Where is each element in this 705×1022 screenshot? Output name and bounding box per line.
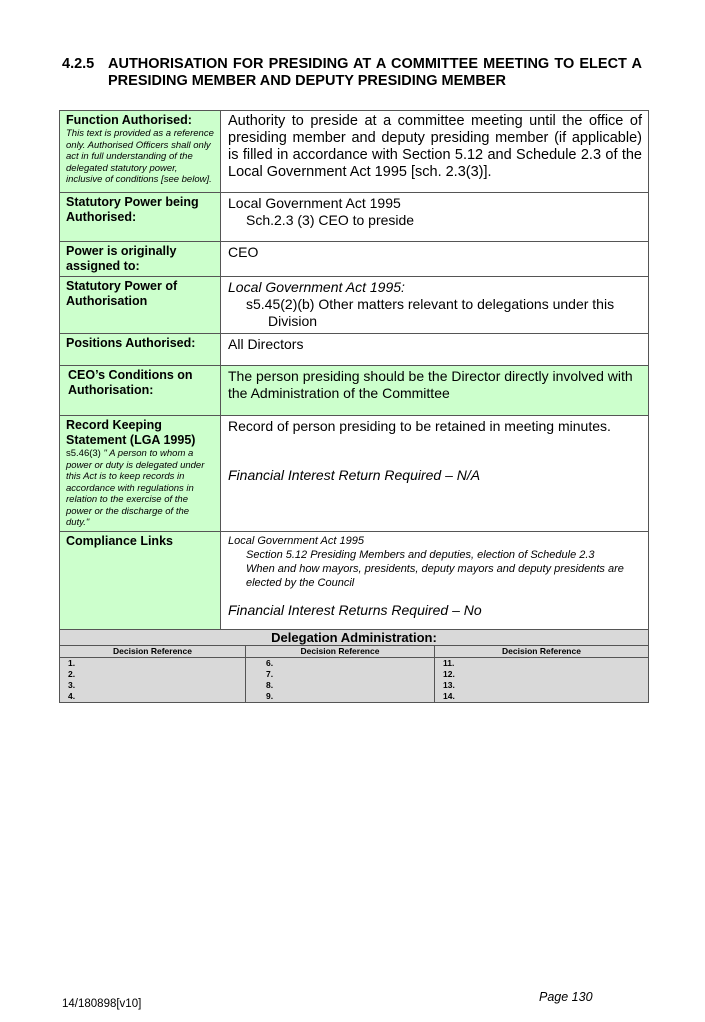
decision-ref-header-3: Decision Reference bbox=[435, 646, 649, 658]
decision-ref-header-2: Decision Reference bbox=[246, 646, 435, 658]
row-delegation-admin bbox=[60, 629, 649, 645]
conditions-value: The person presiding should be the Director directly involved with the Administration of the Committee bbox=[221, 366, 649, 416]
decision-ref-col-1 bbox=[60, 658, 246, 703]
decision-ref-item: 6. bbox=[266, 658, 274, 668]
decision-ref-item: 11. bbox=[443, 658, 455, 668]
power-of-authorisation-value bbox=[221, 277, 649, 334]
decision-ref-item: 4. bbox=[68, 691, 76, 701]
decision-ref-item: 7. bbox=[266, 669, 274, 679]
row-conditions bbox=[60, 366, 649, 416]
compliance-section: Section 5.12 Presiding Members and deputies, election of Schedule 2.3 bbox=[246, 548, 595, 561]
label-cell bbox=[60, 111, 221, 193]
decision-ref-col-3 bbox=[435, 658, 649, 703]
decision-reference-table bbox=[59, 645, 649, 703]
row-function-authorised bbox=[60, 111, 649, 193]
row-compliance bbox=[60, 531, 649, 629]
row-decision-headers bbox=[60, 646, 649, 658]
record-keeping-ref: s5.46(3) bbox=[66, 448, 101, 459]
statutory-power-label: Statutory Power being Authorised: bbox=[60, 193, 221, 242]
power-of-authorisation-label: Statutory Power of Authorisation bbox=[60, 277, 221, 334]
delegation-table bbox=[59, 110, 649, 646]
compliance-act: Local Government Act 1995 bbox=[228, 534, 364, 547]
assigned-value: CEO bbox=[221, 242, 649, 277]
conditions-label: CEO’s Conditions on Authorisation: bbox=[60, 366, 221, 416]
row-power-of-authorisation bbox=[60, 277, 649, 334]
row-positions bbox=[60, 334, 649, 366]
row-assigned bbox=[60, 242, 649, 277]
document-reference: 14/180898[v10] bbox=[62, 998, 142, 1010]
positions-label: Positions Authorised: bbox=[60, 334, 221, 366]
function-authorised-label: Function Authorised: bbox=[66, 113, 192, 127]
delegation-admin-title: Delegation Administration: bbox=[60, 629, 649, 645]
compliance-description: When and how mayors, presidents, deputy mayors and deputy presidents are elected by the Council bbox=[246, 562, 624, 589]
record-keeping-cell bbox=[60, 416, 221, 532]
decision-ref-item: 13. bbox=[443, 680, 455, 690]
decision-ref-item: 2. bbox=[68, 669, 76, 679]
positions-value: All Directors bbox=[221, 334, 649, 366]
record-keeping-value-cell bbox=[221, 416, 649, 532]
power-of-authorisation-division: Division bbox=[268, 313, 318, 329]
record-keeping-note: " A person to whom a power or duty is delegated under this Act is to keep records in accordance with regulations in relation to the exercise of the power or the discharge of the duty." bbox=[66, 448, 205, 528]
assigned-label: Power is originally assigned to: bbox=[60, 242, 221, 277]
statutory-power-value bbox=[221, 193, 649, 242]
record-keeping-financial: Financial Interest Return Required – N/A bbox=[228, 467, 481, 483]
function-authorised-note: This text is provided as a reference only. Authorised Officers shall only act in full understanding of the delegated statutory power, inclusive of conditions [see below]. bbox=[66, 128, 214, 185]
decision-ref-item: 8. bbox=[266, 680, 274, 690]
power-of-authorisation-act: Local Government Act 1995: bbox=[228, 279, 405, 295]
decision-ref-item: 3. bbox=[68, 680, 76, 690]
section-title: AUTHORISATION FOR PRESIDING AT A COMMITTEE MEETING TO ELECT A PRESIDING MEMBER AND DEPUTY PRESIDING MEMBER bbox=[108, 56, 642, 89]
statutory-power-section: Sch.2.3 (3) CEO to preside bbox=[246, 212, 415, 228]
decision-ref-item: 14. bbox=[443, 691, 455, 701]
record-keeping-value: Record of person presiding to be retained in meeting minutes. bbox=[228, 418, 611, 434]
compliance-value-cell bbox=[221, 531, 649, 629]
row-record-keeping bbox=[60, 416, 649, 532]
section-heading bbox=[62, 56, 642, 90]
page-number: Page 130 bbox=[539, 990, 593, 1004]
decision-ref-header-1: Decision Reference bbox=[60, 646, 246, 658]
compliance-financial: Financial Interest Returns Required – No bbox=[228, 601, 482, 618]
decision-ref-item: 1. bbox=[68, 658, 76, 668]
decision-ref-col-2 bbox=[246, 658, 435, 703]
function-authorised-value: Authority to preside at a committee meeting until the office of presiding member and deputy presiding member (if applicable) is filled in accordance with Section 5.12 and Schedule 2.3 of the Local Government Act 1995 [sch. 2.3(3)]. bbox=[221, 111, 649, 193]
row-decision-refs bbox=[60, 658, 649, 703]
statutory-power-act: Local Government Act 1995 bbox=[228, 195, 401, 211]
section-number: 4.2.5 bbox=[62, 56, 95, 72]
record-keeping-label: Record Keeping Statement (LGA 1995) bbox=[66, 418, 196, 447]
decision-ref-item: 12. bbox=[443, 669, 455, 679]
power-of-authorisation-section: s5.45(2)(b) Other matters relevant to delegations under this bbox=[246, 296, 615, 312]
row-statutory-power bbox=[60, 193, 649, 242]
compliance-label: Compliance Links bbox=[60, 531, 221, 629]
decision-ref-item: 9. bbox=[266, 691, 274, 701]
